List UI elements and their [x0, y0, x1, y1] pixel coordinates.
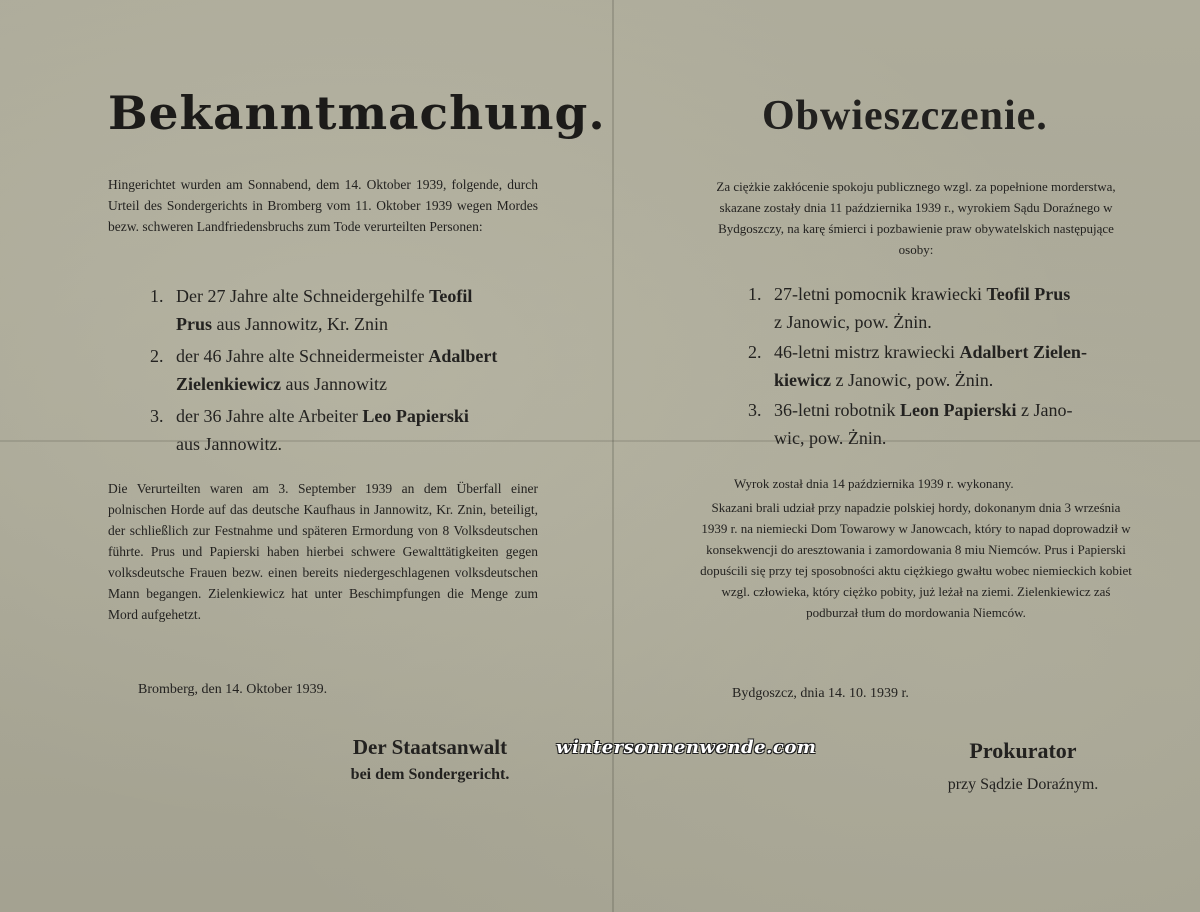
polish-intro: Za ciężkie zakłócenie spokoju publicznego wzgl. za popełnione morderstwa, skazane zostały dnia 11 października 1939 r., wyrokiem Sądu Doraźnego w Bydgoszczy, na karę śmierci i pozbawienie praw obywatelskich następujące osoby: — [716, 179, 1116, 257]
polish-signature-title: Prokurator — [969, 738, 1077, 763]
polish-item-3-text1b: z Jano- — [1016, 400, 1073, 420]
polish-item-3-num: 3. — [748, 400, 762, 420]
polish-item-2-name: Adalbert Zielen- — [959, 342, 1087, 362]
german-item-3-text2: aus Jannowitz. — [176, 434, 282, 454]
german-item-2-text: der 46 Jahre alte Schneidermeister — [176, 346, 429, 366]
german-item-1-num: 1. — [150, 286, 164, 306]
german-item-1-text2: aus Jannowitz, Kr. Znin — [212, 314, 388, 334]
german-body: Die Verurteilten waren am 3. September 1939 an dem Überfall einer polnischen Horde auf das deutsche Kaufhaus in Jannowitz, Kr. Znin, beteiligt, der schließlich zur Festnahme und späteren Ermordung von 8 Volksdeutschen führte. Prus und Papierski haben hierbei schwere Gewalttätigkeiten gegen volksdeutsche Frauen bezw. einen bereits niedergeschlagenen volksdeutschen Mann begangen. Zielenkiewicz hat unter Beschimpfungen die Menge zum Mord aufgehetzt. — [108, 481, 538, 622]
german-item-3-text: der 36 Jahre alte Arbeiter — [176, 406, 363, 426]
polish-item-3-text2: wic, pow. Żnin. — [774, 428, 887, 448]
german-item-2-text2: aus Jannowitz — [280, 374, 387, 394]
german-item-1-text: Der 27 Jahre alte Schneidergehilfe — [176, 286, 430, 306]
polish-item-1-text2: z Janowic, pow. Żnin. — [774, 312, 932, 332]
polish-item-2-text2: z Janowic, pow. Żnin. — [830, 370, 994, 390]
polish-body: Skazani brali udział przy napadzie polskiej hordy, dokonanym dnia 3 września 1939 r. na niemiecki Dom Towarowy w Janowcach, który to napad doprowadził w konsekwencji do aresztowania i zamordowania 8 miu Niemców. Prus i Papierski dopuścili się przy tej sposobności aktu ciężkiego gwałtu wobec niemieckich kobiet wzgl. człowieka, który ciężko pobity, już leżał na ziemi. Zielenkiewicz zaś podburzał tłum do mordowania Niemców. — [700, 500, 1132, 620]
polish-signature-subtitle: przy Sądzie Doraźnym. — [947, 776, 1099, 793]
paper-fold-vertical — [612, 0, 614, 912]
german-item-2 — [150, 342, 540, 398]
polish-item-2-name2: kiewicz — [774, 370, 831, 390]
german-item-2-name: Adalbert — [428, 346, 498, 366]
polish-item-1-num: 1. — [748, 284, 762, 304]
german-item-1-name2: Prus — [176, 314, 212, 334]
german-item-3-num: 3. — [150, 406, 164, 426]
polish-place-date: Bydgoszcz, dnia 14. 10. 1939 r. — [732, 686, 909, 701]
german-signature-title: Der Staatsanwalt — [352, 735, 508, 759]
german-intro: Hingerichtet wurden am Sonnabend, dem 14. Oktober 1939, folgende, durch Urteil des Sondergerichts in Bromberg vom 11. Oktober 1939 wegen Mordes bezw. schweren Landfriedensbruchs zum Tode verurteilten Personen: — [108, 177, 538, 234]
polish-item-2 — [748, 338, 1138, 394]
polish-item-1-name: Teofil Prus — [986, 284, 1071, 304]
german-item-2-num: 2. — [150, 346, 164, 366]
polish-item-2-text: 46-letni mistrz krawiecki — [774, 342, 960, 362]
polish-item-3-name: Leon Papierski — [899, 400, 1017, 420]
german-signature-subtitle: bei dem Sondergericht. — [350, 766, 510, 783]
polish-item-3-text: 36-letni robotnik — [774, 400, 900, 420]
polish-item-3 — [748, 396, 1138, 452]
german-title: Bekanntmachung. — [108, 86, 606, 140]
german-item-3 — [150, 402, 540, 458]
german-item-3-name: Leo Papierski — [362, 406, 469, 426]
german-item-2-name2: Zielenkiewicz — [176, 374, 281, 394]
polish-item-1-text: 27-letni pomocnik krawiecki — [774, 284, 987, 304]
polish-executed: Wyrok został dnia 14 października 1939 r. wykonany. — [734, 476, 1014, 491]
german-item-1-name: Teofil — [429, 286, 473, 306]
polish-item-2-num: 2. — [748, 342, 762, 362]
german-place-date: Bromberg, den 14. Oktober 1939. — [138, 682, 328, 697]
polish-title: Obwieszczenie. — [762, 93, 1048, 139]
polish-item-1 — [748, 280, 1138, 336]
watermark-text: wintersonnenwende.com — [556, 737, 817, 758]
german-item-1 — [150, 282, 540, 338]
